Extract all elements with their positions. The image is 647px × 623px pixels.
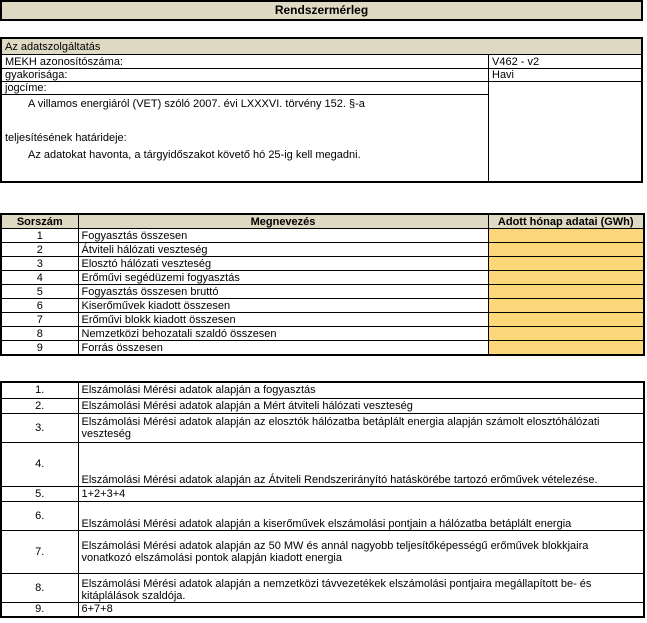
row-number: 6.: [1, 501, 78, 530]
value-input-cell[interactable]: [488, 229, 644, 243]
jogcim-text: A villamos energiáról (VET) szóló 2007. évi LXXXVI. törvény 152. §-a: [28, 98, 365, 110]
info-row-azonosito: [2, 56, 641, 69]
table-row: [1, 299, 644, 313]
table-row: [1, 243, 644, 257]
row-text: Elszámolási Mérési adatok alapján a fogyasztás: [78, 382, 644, 398]
value-input-cell[interactable]: [488, 313, 644, 327]
page-title: Rendszermérleg: [0, 0, 643, 21]
row-text: Elszámolási Mérési adatok alapján a kiserőművek elszámolási pontjain a hálózatba betáplált energia: [78, 501, 644, 530]
info-value: Havi: [492, 69, 515, 81]
row-number: 3.: [1, 413, 78, 442]
balance-table-header: [1, 214, 644, 229]
row-number: 8.: [1, 573, 78, 602]
table-row: [1, 313, 644, 327]
info-value: V462 - v2: [492, 56, 540, 68]
row-name: Nemzetközi behozatali szaldó összesen: [78, 327, 488, 341]
value-input-cell[interactable]: [488, 257, 644, 271]
table-row: [1, 257, 644, 271]
table-row: [1, 327, 644, 341]
value-input-cell[interactable]: [488, 285, 644, 299]
row-text: Elszámolási Mérési adatok alapján a Mért átviteli hálózati veszteség: [78, 398, 644, 413]
row-number: 2.: [1, 398, 78, 413]
row-number: 4.: [1, 442, 78, 486]
row-name: Kiserőművek kiadott összesen: [78, 299, 488, 313]
table-row: [1, 602, 644, 617]
table-row: [1, 530, 644, 573]
row-text: Elszámolási Mérési adatok alapján az Átviteli Rendszerirányító hatáskörébe tartozó erőművek vételezése.: [78, 442, 644, 486]
info-row-jogcim: [2, 82, 489, 95]
row-number: 8: [1, 327, 78, 341]
table-row: [1, 398, 644, 413]
table-row: [1, 382, 644, 398]
row-number: 1.: [1, 382, 78, 398]
row-name: Fogyasztás összesen: [78, 229, 488, 243]
row-name: Fogyasztás összesen bruttó: [78, 285, 488, 299]
notes-table: [0, 381, 645, 618]
row-number: 9: [1, 341, 78, 356]
value-input-cell[interactable]: [488, 299, 644, 313]
row-number: 6: [1, 299, 78, 313]
table-row: [1, 229, 644, 243]
row-number: 5: [1, 285, 78, 299]
value-input-cell[interactable]: [488, 243, 644, 257]
table-row: [1, 486, 644, 501]
col-header-megnevezes: Megnevezés: [78, 214, 488, 229]
table-row: [1, 413, 644, 442]
row-name: Átviteli hálózati veszteség: [78, 243, 488, 257]
value-input-cell[interactable]: [488, 271, 644, 285]
row-number: 1: [1, 229, 78, 243]
row-number: 7: [1, 313, 78, 327]
deadline-text: Az adatokat havonta, a tárgyidőszakot követő hó 25-ig kell megadni.: [28, 149, 361, 161]
row-name: Erőművi segédüzemi fogyasztás: [78, 271, 488, 285]
row-number: 9.: [1, 602, 78, 617]
info-label: jogcíme:: [5, 82, 47, 94]
row-number: 2: [1, 243, 78, 257]
row-number: 3: [1, 257, 78, 271]
balance-table: [0, 213, 645, 356]
row-number: 7.: [1, 530, 78, 573]
row-name: Erőművi blokk kiadott összesen: [78, 313, 488, 327]
table-row: [1, 573, 644, 602]
row-name: Elosztó hálózati veszteség: [78, 257, 488, 271]
table-row: [1, 341, 644, 356]
table-row: [1, 442, 644, 486]
table-row: [1, 501, 644, 530]
info-label: MEKH azonosítószáma:: [5, 56, 123, 68]
value-input-cell[interactable]: [488, 341, 644, 356]
info-label: gyakorisága:: [5, 69, 68, 81]
row-name: Forrás összesen: [78, 341, 488, 356]
info-row-gyakorisag: [2, 69, 641, 82]
row-text: 6+7+8: [78, 602, 644, 617]
row-text: 1+2+3+4: [78, 486, 644, 501]
row-number: 4: [1, 271, 78, 285]
deadline-label: teljesítésének határideje:: [5, 132, 127, 144]
col-header-value: Adott hónap adatai (GWh): [488, 214, 644, 229]
info-header: Az adatszolgáltatás: [2, 39, 641, 55]
col-header-sorszam: Sorszám: [1, 214, 78, 229]
value-input-cell[interactable]: [488, 327, 644, 341]
info-block: [0, 37, 643, 183]
table-row: [1, 271, 644, 285]
row-text: Elszámolási Mérési adatok alapján az elosztók hálózatba betáplált energia alapján számolt elosztóhálózati veszteség: [78, 413, 644, 442]
row-text: Elszámolási Mérési adatok alapján az 50 MW és annál nagyobb teljesítőképességű erőművek blokkjaira vonatkozó elszámolási pontok alapján kiadott energia: [78, 530, 644, 573]
row-text: Elszámolási Mérési adatok alapján a nemzetközi távvezetékek elszámolási pontjaira megállapított be- és kitáplálások szaldója.: [78, 573, 644, 602]
row-number: 5.: [1, 486, 78, 501]
table-row: [1, 285, 644, 299]
